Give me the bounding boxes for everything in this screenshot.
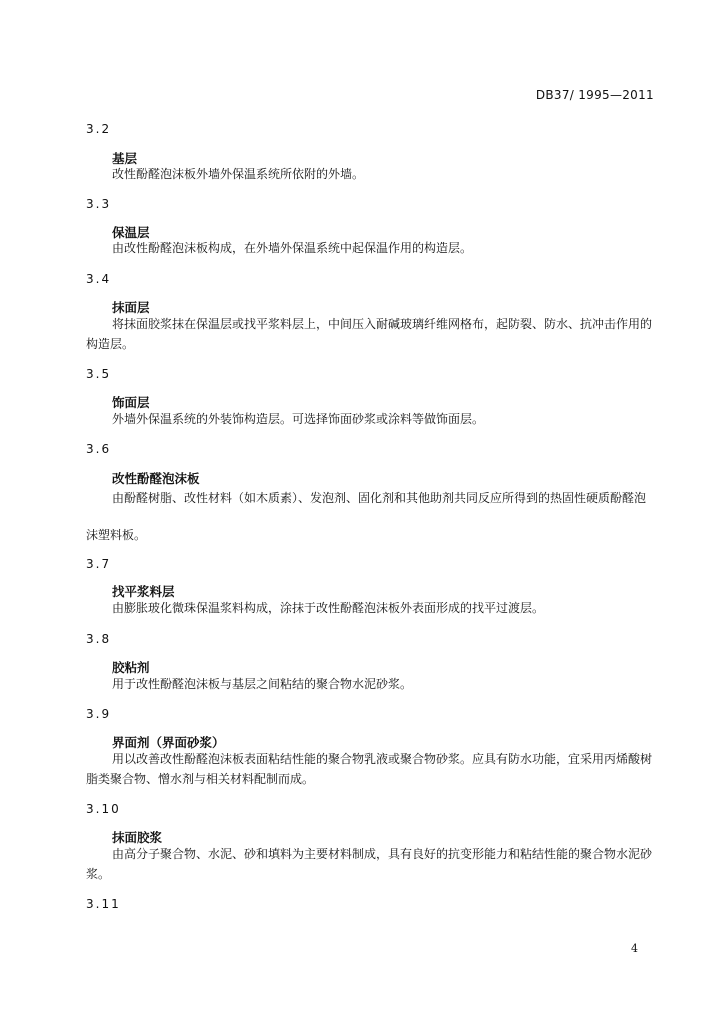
term-definition: 由膨胀玻化微珠保温浆料构成，涂抹于改性酚醛泡沫板外表面形成的找平过渡层。 [112,601,545,615]
term-title: 界面剂（界面砂浆） [112,735,225,750]
document-code: DB37/ 1995—2011 [535,88,654,102]
section-number: 3.3 [86,197,112,211]
section-number: 3.8 [86,632,112,646]
term-title: 抹面层 [112,300,150,315]
term-title: 找平浆料层 [112,584,175,599]
term-title: 基层 [112,151,138,166]
section-number: 3.4 [86,272,112,286]
term-definition: 外墙外保温系统的外装饰构造层。可选择饰面砂浆或涂料等做饰面层。 [112,412,485,426]
term-definition: 由酚醛树脂、改性材料（如木质素）、发泡剂、固化剂和其他助剂共同反应所得到的热固性硬质酚醛泡沫塑料板。 [86,491,647,542]
term-definition: 将抹面胶浆抹在保温层或找平浆料层上，中间压入耐碱玻璃纤维网格布，起防裂、防水、抗冲击作用的构造层。 [86,317,653,351]
term-definition: 用于改性酚醛泡沫板与基层之间粘结的聚合物水泥砂浆。 [112,677,413,691]
section-number: 3.9 [86,707,112,721]
term-title: 保温层 [112,225,150,240]
section-number: 3.6 [86,442,112,456]
term-title: 抹面胶浆 [112,830,163,845]
section-number: 3.10 [86,802,121,816]
section-number: 3.2 [86,122,112,136]
term-title: 饰面层 [112,395,150,410]
page-number: 4 [631,942,638,955]
term-definition: 由改性酚醛泡沫板构成，在外墙外保温系统中起保温作用的构造层。 [112,241,473,255]
term-title: 改性酚醛泡沫板 [112,471,200,486]
term-definition: 用以改善改性酚醛泡沫板表面粘结性能的聚合物乳液或聚合物砂浆。应具有防水功能，宜采用丙烯酸树脂类聚合物、憎水剂与相关材料配制而成。 [86,752,653,786]
term-title: 胶粘剂 [112,660,150,675]
term-definition: 由高分子聚合物、水泥、砂和填料为主要材料制成，具有良好的抗变形能力和粘结性能的聚合物水泥砂浆。 [86,847,653,881]
section-number: 3.5 [86,367,112,381]
section-number: 3.11 [86,897,121,911]
section-number: 3.7 [86,557,112,571]
term-definition: 改性酚醛泡沫板外墙外保温系统所依附的外墙。 [112,167,365,181]
